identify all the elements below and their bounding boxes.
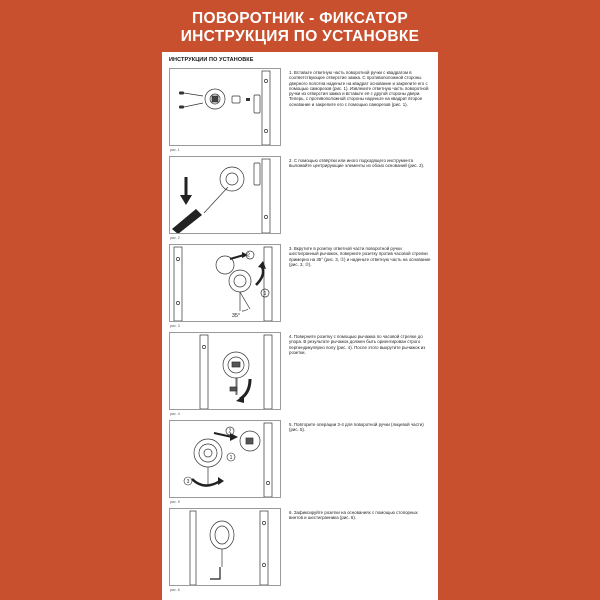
- step-text: 1. Вставьте ответную часть поворотной ручки с квадратом в соответствующее отверстие замка. С противоположной стороны дверного полотна наденьте на квадрат основание и закрепите его с помощью саморезов (рис. 1). Извлеките ответную часть поворотной ручки из отверстия замка и вставьте её с другой стороны двери. Теперь, с противоположной стороны наденьте на квадрат второе основание и закрепите его с помощью саморезов (рис. 1).: [289, 70, 429, 107]
- marker-1: 1: [263, 291, 267, 297]
- step-text: 6. Зафиксируйте розетки на основаниях с помощью стопорных винтов и шестигранника (рис. 6).: [289, 510, 418, 521]
- step-3: [162, 244, 438, 332]
- screwdriver-diagram: [170, 157, 281, 234]
- instruction-sheet: [162, 52, 438, 600]
- figure-caption: рис. 2: [170, 236, 180, 240]
- step-4: [162, 332, 438, 420]
- sheet-heading: ИНСТРУКЦИИ ПО УСТАНОВКЕ: [169, 57, 254, 63]
- step-2: [162, 156, 438, 244]
- step-6: [162, 508, 438, 596]
- rotate-rosette-diagram: [170, 245, 281, 322]
- step-text: 4. Поверните розетку с помощью рычажка по часовой стрелке до упора. В результате рычажок должен быть ориентирован строго перпендикулярно полу (рис. 4). После этого выкрутите рычажок из розетки.: [289, 334, 426, 355]
- figure-3: [169, 244, 281, 322]
- step-text: 5. Повторите операции 3-4 для поворотной ручки (лицевой части) (рис. 5).: [289, 422, 424, 433]
- figure-caption: рис. 1: [170, 148, 180, 152]
- marker-2: 2: [228, 428, 232, 435]
- handle-repeat-diagram: [170, 421, 281, 498]
- page-title: [0, 10, 600, 46]
- marker-3: 3: [186, 479, 190, 485]
- angle-label: 35°: [231, 313, 241, 319]
- title-line-2: ИНСТРУКЦИЯ ПО УСТАНОВКЕ: [180, 28, 420, 45]
- figure-caption: рис. 5: [170, 500, 180, 504]
- figure-5: [169, 420, 281, 498]
- marker-2: 2: [247, 252, 250, 259]
- fix-screws-diagram: [170, 509, 281, 586]
- step-text: 2. С помощью отвёртки или иного подходящего инструмента выломайте центрирующие элементы из обоих оснований (рис. 2).: [289, 158, 425, 169]
- figure-4: [169, 332, 281, 410]
- step-5: [162, 420, 438, 508]
- figure-1: [169, 68, 281, 146]
- figure-caption: рис. 6: [170, 588, 180, 592]
- marker-1: 1: [229, 455, 233, 461]
- figure-6: [169, 508, 281, 586]
- title-line-1: ПОВОРОТНИК - ФИКСАТОР: [192, 10, 408, 27]
- figure-caption: рис. 3: [170, 324, 180, 328]
- step-1: [162, 68, 438, 156]
- turn-lever-diagram: [170, 333, 281, 410]
- step-text: 3. Вкрутите в розетку ответной части поворотной ручки шестигранный рычажок, поверните розетку против часовой стрелки примерно на 35° (рис. 3, ①) и наденьте ответную часть на основание (рис. 3, ②).: [289, 246, 431, 267]
- figure-caption: рис. 4: [170, 412, 180, 416]
- figure-2: [169, 156, 281, 234]
- door-lock-diagram: [170, 69, 281, 146]
